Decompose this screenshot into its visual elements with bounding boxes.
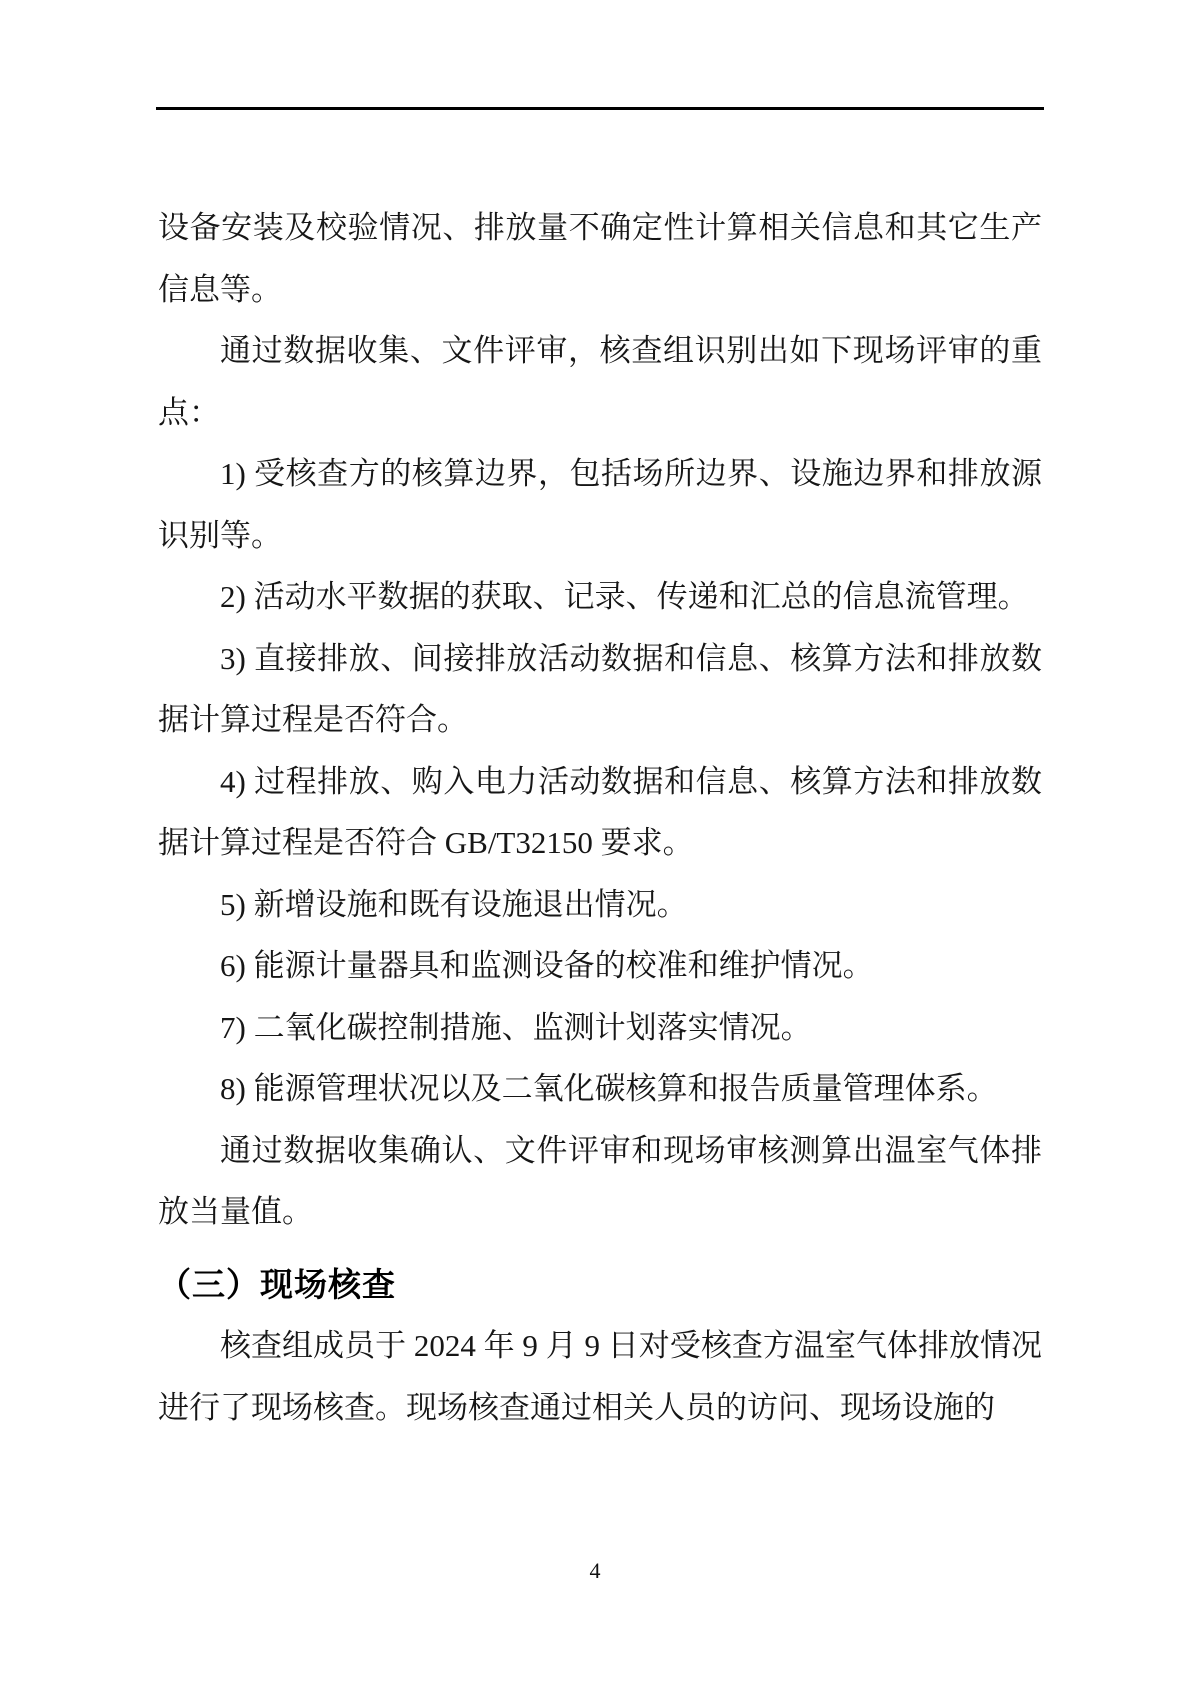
list-item-paragraph: 5) 新增设施和既有设施退出情况。 <box>220 886 688 922</box>
page-number: 4 <box>589 1558 601 1583</box>
list-item-paragraph: 4) 过程排放、购入电力活动数据和信息、核算方法和排放数据计算过程是否符合 GB/T32150 要求。 <box>158 763 1042 860</box>
body-paragraph: 核查组成员于 2024 年 9 月 9 日对受核查方温室气体排放情况进行了现场核查。现场核查通过相关人员的访问、现场设施的 <box>158 1328 1042 1425</box>
list-item-paragraph: 1) 受核查方的核算边界，包括场所边界、设施边界和排放源识别等。 <box>158 456 1042 553</box>
page-content <box>158 197 1042 1438</box>
body-paragraph: 设备安装及校验情况、排放量不确定性计算相关信息和其它生产信息等。 <box>158 210 1042 307</box>
header-rule <box>156 107 1044 110</box>
section-heading: （三）现场核查 <box>158 1265 396 1303</box>
list-item-paragraph: 2) 活动水平数据的获取、记录、传递和汇总的信息流管理。 <box>220 579 1029 614</box>
body-paragraph: 通过数据收集、文件评审，核查组识别出如下现场评审的重点： <box>158 333 1042 430</box>
body-paragraph: 通过数据收集确认、文件评审和现场审核测算出温室气体排放当量值。 <box>158 1132 1042 1229</box>
list-item-paragraph: 7) 二氧化碳控制措施、监测计划落实情况。 <box>220 1009 812 1045</box>
list-item-paragraph: 8) 能源管理状况以及二氧化碳核算和报告质量管理体系。 <box>220 1071 998 1106</box>
list-item-paragraph: 6) 能源计量器具和监测设备的校准和维护情况。 <box>220 948 874 983</box>
list-item-paragraph: 3) 直接排放、间接排放活动数据和信息、核算方法和排放数据计算过程是否符合。 <box>158 640 1042 737</box>
